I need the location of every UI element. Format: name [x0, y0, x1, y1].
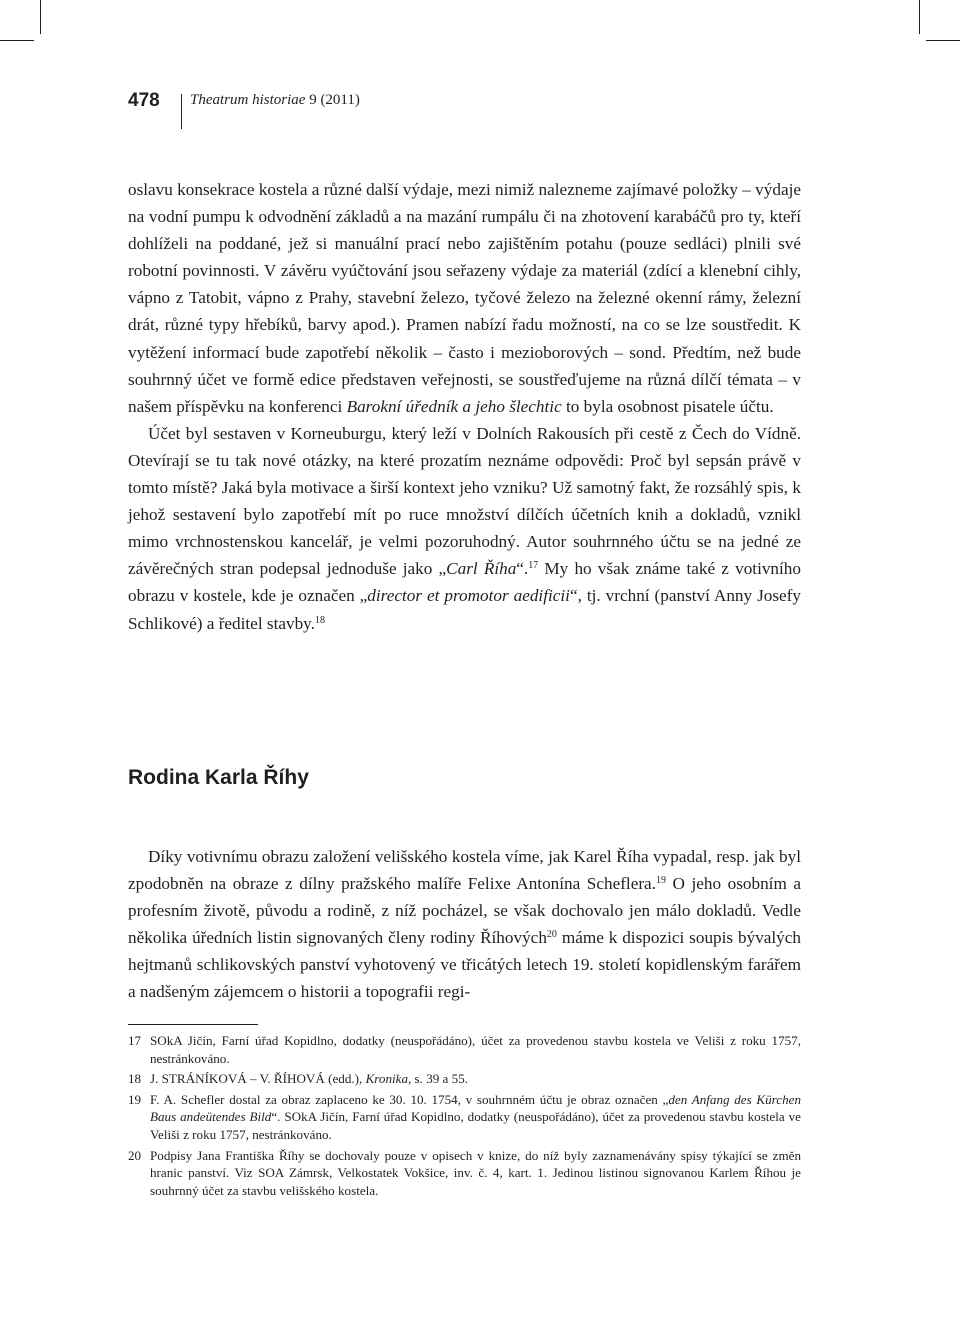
crop-mark-top-right-vertical [919, 0, 920, 34]
footnote-18 [128, 1070, 801, 1088]
footnote-italic: Kronika [365, 1071, 408, 1087]
footnote-ref-17[interactable]: 17 [528, 560, 539, 572]
footnote-ref-19[interactable]: 19 [656, 875, 666, 887]
footnote-text: F. A. Schefler dostal za obraz zaplaceno ke 30. 10. 1754, v souhrnném účtu je obraz označen „ [150, 1091, 669, 1107]
paragraph-1 [128, 176, 801, 420]
footnote-text: SOkA Jičín, Farní úřad Kopidlno, dodatky (neuspořádáno), účet za provedenou stavbu kostela ve Veliši z roku 1757, nestránkováno. [150, 1033, 801, 1066]
paragraph-2 [128, 420, 801, 637]
journal-title: Theatrum historiae [190, 92, 306, 108]
p1-text-a: oslavu konsekrace kostela a různé další výdaje, mezi nimiž nalezneme zajímavé položky – výdaje na vodní pumpu k odvodnění základů a na mazání rumpálu či na zhotovení karabáčů pro ty, kteří dohlíželi na poddané, jež si manuální prací nebo zajištěním potahu (pouze sedláci) plnili své robotní povinnosti. V závěru vyúčtování jsou seřazeny výdaje za materiál (zdící a klenební cihly, vápno z Tatobit, vápno z Prahy, stavební železo, tyčové železo na železné okenní rámy, železní drát, různé typy hřebíků, barvy apod.). Pramen nabízí řadu možností, na co se lze soustředit. K vytěžení informací bude zapotřebí několik – často i mezioborových – sond. Předtím, než bude souhrnný účet ve formě edice představen veřejnosti, se soustřeďujeme na různá dílčí témata – v našem příspěvku na konferenci [128, 180, 801, 416]
p3-text-a: Díky votivnímu obrazu založení velišského kostela víme, jak Karel Říha vypadal, resp. jak byl zpodobněn na obraze z dílny pražského malíře Felixe Antonína Scheflera. [128, 847, 801, 894]
footnote-italic: den Anfang des Kürchen Baus andeütendes Bild [150, 1091, 802, 1125]
p2-text-c: My ho však známe také z votivního obrazu v kostele, kde je označen „ [128, 559, 801, 606]
section-title: Rodina Karla Říhy [128, 766, 309, 789]
footnote-number: 18 [128, 1071, 142, 1087]
footnote-20 [128, 1147, 801, 1200]
journal-issue: 9 (2011) [309, 92, 360, 108]
journal-citation [190, 92, 360, 109]
footnote-19 [128, 1091, 801, 1144]
body-text-top [128, 176, 801, 637]
footnote-ref-18[interactable]: 18 [314, 614, 325, 626]
footnote-17 [128, 1032, 801, 1067]
p2-text-b: “. [516, 559, 529, 579]
p1-conference-title: Barokní úředník a jeho šlechtic [346, 396, 562, 416]
paragraph-3 [128, 843, 801, 1006]
body-text-bottom [128, 843, 801, 1006]
p2-signature: Carl Říha [446, 559, 517, 579]
crop-mark-top-left-vertical [40, 0, 41, 34]
p2-text-d: “, tj. vrchní (panství Anny Josefy Schlikové) a ředitel stavby. [128, 586, 802, 633]
p3-text-b: O jeho osobním a profesním životě, původu a rodině, z níž pocházel, se však dochovalo jen málo dokladů. Vedle několika úředních listin signovaných členy rodiny Říhových [128, 874, 801, 948]
footnote-text: , s. 39 a 55. [408, 1071, 469, 1087]
footnotes [128, 1032, 801, 1202]
footnote-text: “. SOkA Jičín, Farní úřad Kopidlno, dodatky (neuspořádáno), účet za provedenou stavbu kostela ve Veliši z roku 1757, nestránkováno. [150, 1109, 801, 1142]
header-divider [181, 94, 182, 129]
p2-text-a: Účet byl sestaven v Korneuburgu, který leží v Dolních Rakousích při cestě z Čech do Vídně. Otevírají se tu tak nové otázky, na které prozatím neznáme odpovědi: Proč byl sepsán právě v tomto místě? Jaká byla motivace a širší kontext jeho vzniku? Už samotný fakt, že rozsáhlý spis, k jehož sestavení bylo zapotřebí mít po ruce množství dílčích účetních knih a dokladů, vznikl mimo vrchnostenskou kancelář, je velmi pozoruhodný. Autor souhrnného účtu se na jedné ze závěrečných stran podepsal jednoduše jako „ [128, 423, 801, 579]
p2-inscription: director et promotor aedificii [367, 586, 570, 606]
footnote-divider [128, 1024, 258, 1025]
crop-mark-top-left-horizontal [0, 40, 34, 41]
footnote-text: Podpisy Jana Františka Říhy se dochovaly pouze v opisech v knize, do níž byly zaznamenávány spisy týkající se změn hranic panství. Viz SOA Zámrsk, Velkostatek Vokšice, inv. č. 4, kart. 1. Jedinou listinou signovanou Karlem Říhou je souhrnný účet za stavbu velišského kostela. [150, 1147, 801, 1198]
page-number: 478 [128, 90, 160, 111]
footnote-number: 17 [128, 1033, 142, 1048]
p1-text-b: to byla osobnost pisatele účtu. [561, 396, 774, 416]
footnote-ref-20[interactable]: 20 [546, 929, 557, 941]
footnote-number: 19 [128, 1091, 142, 1107]
footnote-number: 20 [128, 1147, 142, 1163]
footnote-text: J. STRÁNÍKOVÁ – V. ŘÍHOVÁ (edd.), [150, 1071, 366, 1087]
crop-mark-top-right-horizontal [926, 40, 960, 41]
p3-text-c: máme k dispozici soupis bývalých hejtmanů schlikovských panství vyhotovený ve třicátých letech 19. století kopidlenským farářem a nadšeným zájemcem o historii a topografii regi- [128, 928, 802, 1002]
